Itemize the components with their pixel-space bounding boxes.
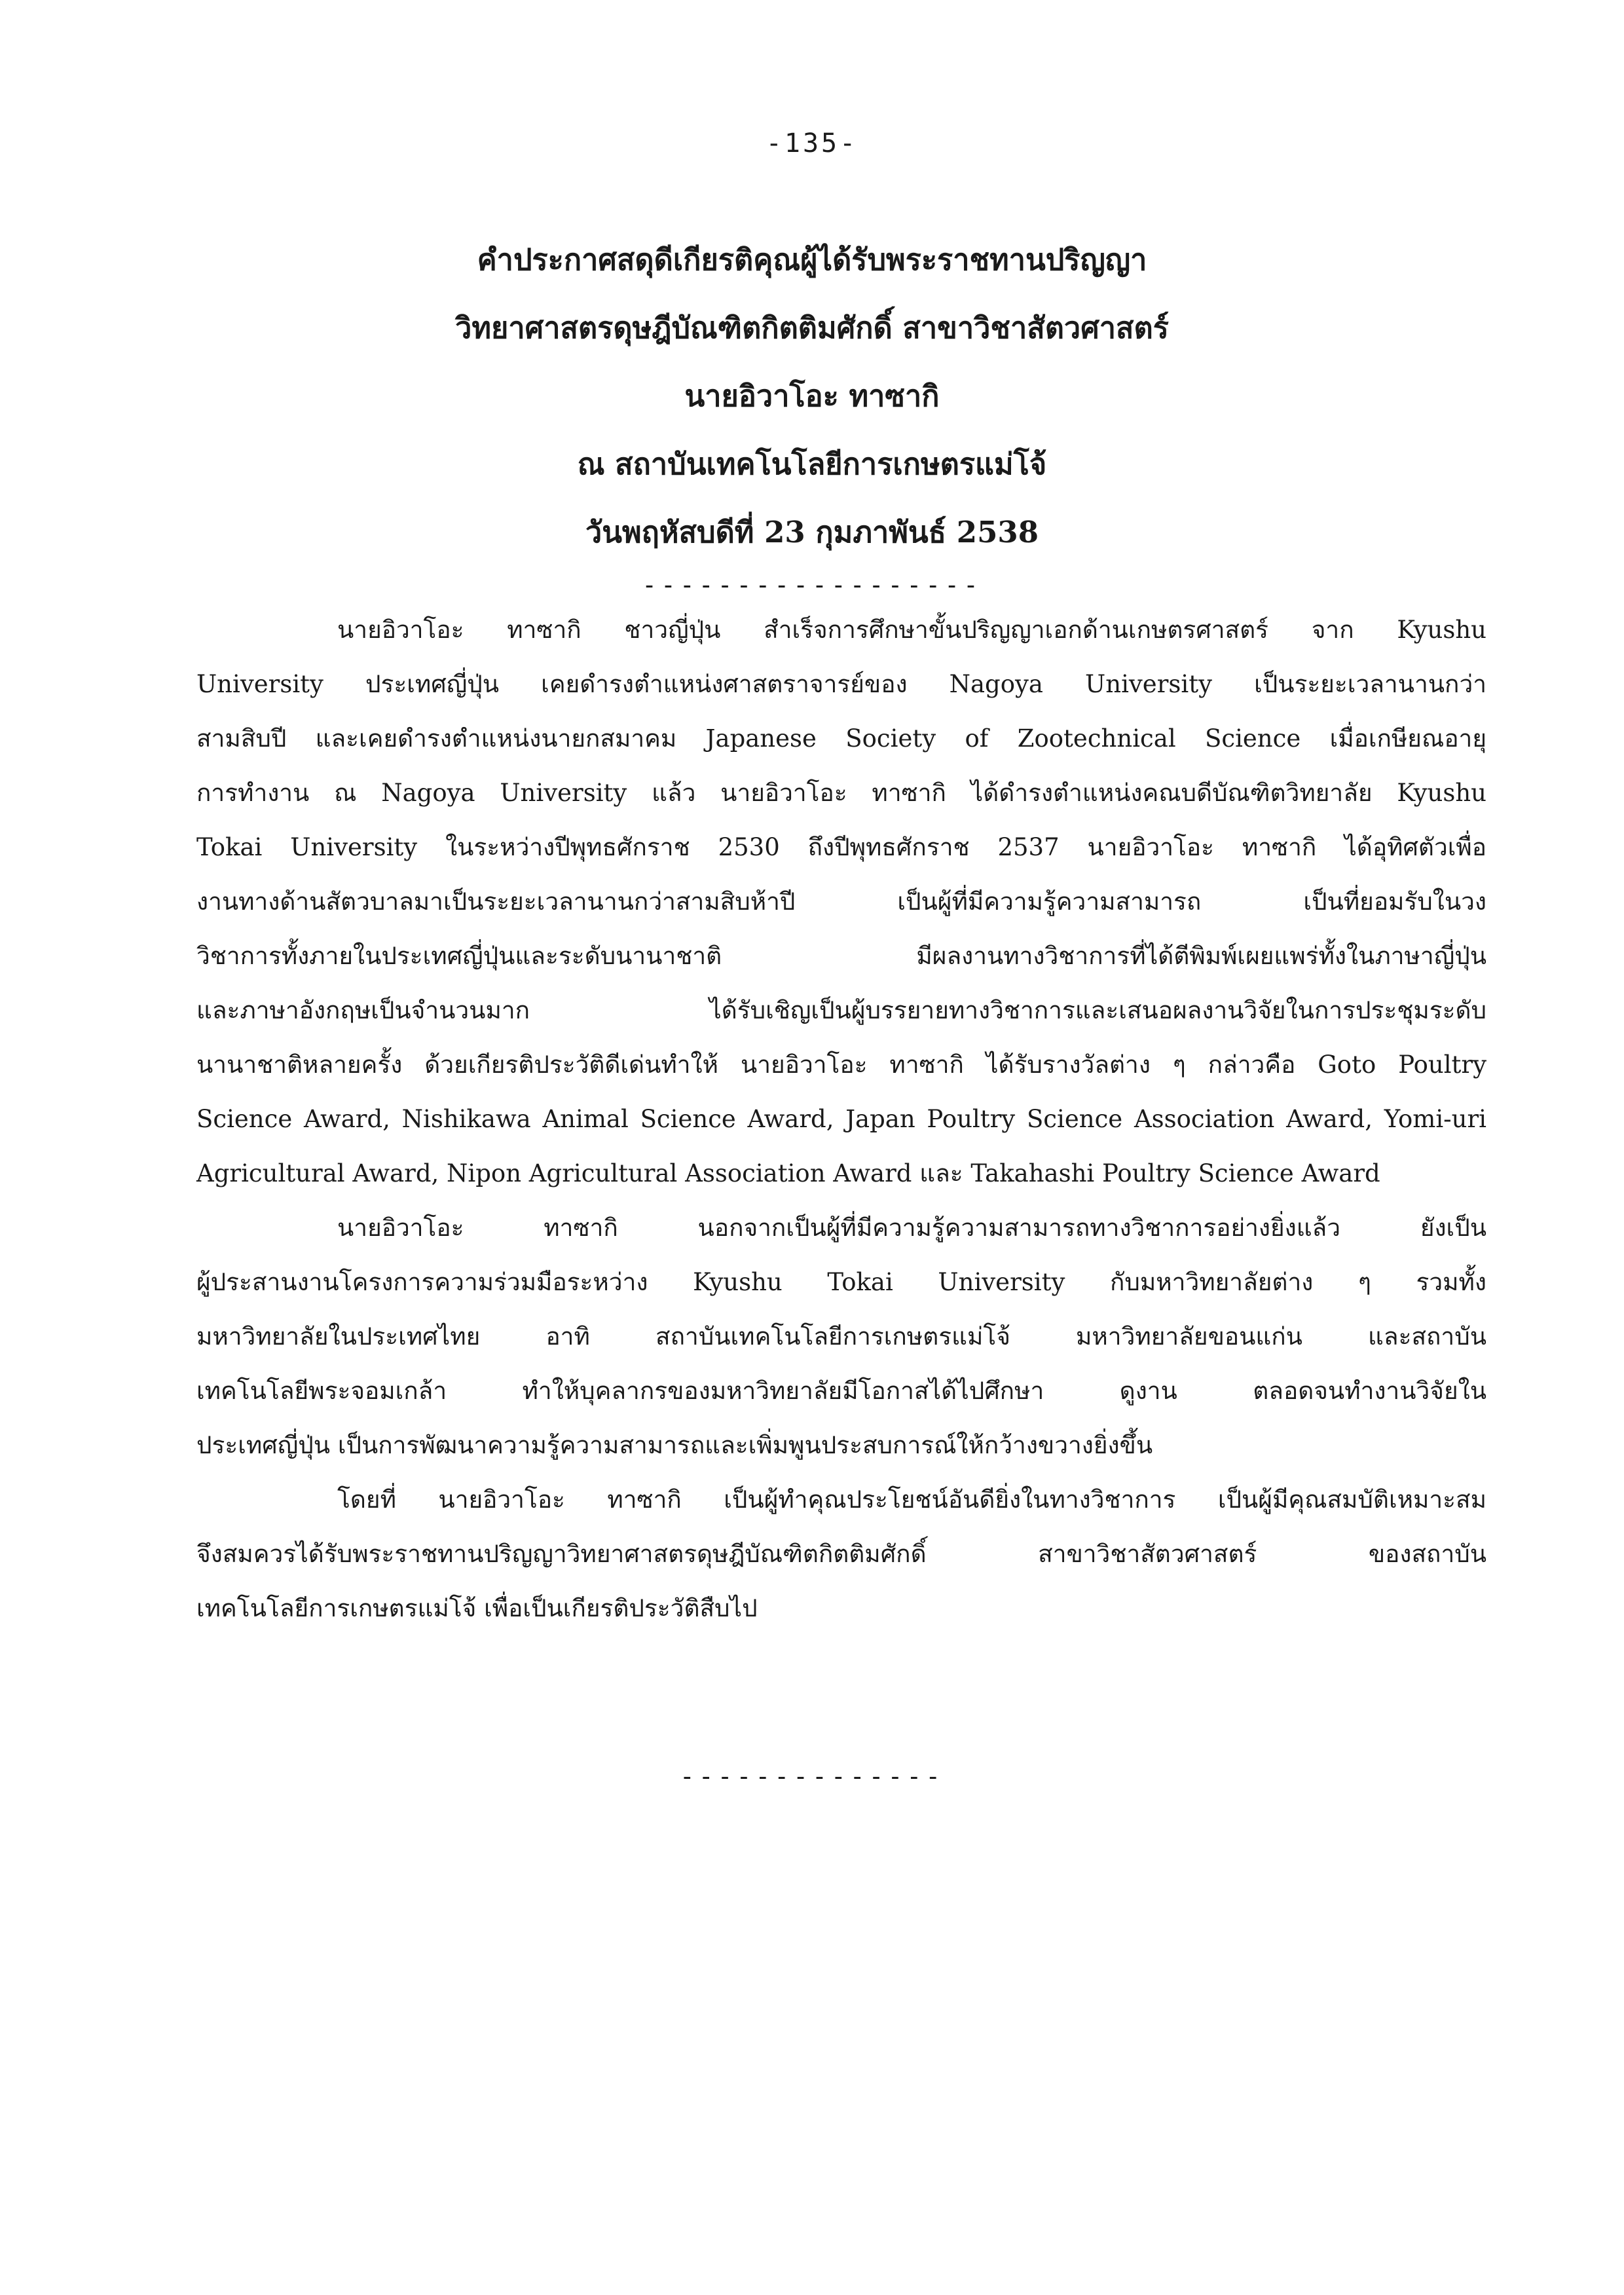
page-number: -135- <box>766 128 858 159</box>
paragraph-3-line: เทคโนโลยีการเกษตรแม่โจ้ เพื่อเป็นเกียรติประวัติสืบไป <box>196 1594 758 1622</box>
paragraph-1-line: นานาชาติหลายครั้ง ด้วยเกียรติประวัติดีเด่นทำให้ นายอิวาโอะ ทาซากิ ได้รับรางวัลต่าง ๆ กล่าวคือ Goto Poultry <box>196 1051 1486 1079</box>
paragraph-1-line: University ประเทศญี่ปุ่น เคยดำรงตำแหน่งศาสตราจารย์ของ Nagoya University เป็นระยะเวลานานกว่า <box>196 670 1486 698</box>
paragraph-1-line: การทำงาน ณ Nagoya University แล้ว นายอิวาโอะ ทาซากิ ได้ดำรงตำแหน่งคณบดีบัณฑิตวิทยาลัย Kyushu <box>196 779 1486 807</box>
paragraph-2-line: ผู้ประสานงานโครงการความร่วมมือระหว่าง Kyushu Tokai University กับมหาวิทยาลัยต่าง ๆ รวมทั้ง <box>196 1268 1486 1296</box>
title-line-name: นายอิวาโอะ ทาซากิ <box>684 379 940 413</box>
body-text <box>196 603 1486 1635</box>
paragraph-1-line: สามสิบปี และเคยดำรงตำแหน่งนายกสมาคม Japanese Society of Zootechnical Science เมื่อเกษียณอายุ <box>196 724 1486 753</box>
paragraph-3-line: โดยที่ นายอิวาโอะ ทาซากิ เป็นผู้ทำคุณประโยชน์อันดียิ่งในทางวิชาการ เป็นผู้มีคุณสมบัติเหมาะสม <box>337 1485 1486 1514</box>
title-line-date: วันพฤหัสบดีที่ 23 กุมภาพันธ์ 2538 <box>585 515 1039 550</box>
title-divider: ------------------ <box>642 570 982 599</box>
paragraph-2-line: ประเทศญี่ปุ่น เป็นการพัฒนาความรู้ความสามารถและเพิ่มพูนประสบการณ์ให้กว้างขวางยิ่งขึ้น <box>196 1431 1153 1459</box>
paragraph-1-line: Tokai University ในระหว่างปีพุทธศักราช 2530 ถึงปีพุทธศักราช 2537 นายอิวาโอะ ทาซากิ ได้อุทิศตัวเพื่อ <box>196 833 1486 861</box>
paragraph-1-line: Science Award, Nishikawa Animal Science Award, Japan Poultry Science Association Award, Yomi-uri <box>196 1105 1486 1133</box>
paragraph-1-line: งานทางด้านสัตวบาลมาเป็นระยะเวลานานกว่าสามสิบห้าปี เป็นผู้ที่มีความรู้ความสามารถ เป็นที่ยอมรับในวง <box>196 887 1486 916</box>
paragraph-1-line: นายอิวาโอะ ทาซากิ ชาวญี่ปุ่น สำเร็จการศึกษาขั้นปริญญาเอกด้านเกษตรศาสตร์ จาก Kyushu <box>337 616 1486 644</box>
title-line-institution: ณ สถาบันเทคโนโลยีการเกษตรแม่โจ้ <box>577 447 1047 481</box>
paragraph-1-line: วิชาการทั้งภายในประเทศญี่ปุ่นและระดับนานาชาติ มีผลงานทางวิชาการที่ได้ตีพิมพ์เผยแพร่ทั้งในภาษาญี่ปุ่น <box>196 942 1486 970</box>
paragraph-2-line: เทคโนโลยีพระจอมเกล้า ทำให้บุคลากรของมหาวิทยาลัยมีโอกาสได้ไปศึกษา ดูงาน ตลอดจนทำงานวิจัยใน <box>196 1377 1486 1405</box>
title-line-degree: วิทยาศาสตรดุษฎีบัณฑิตกิตติมศักดิ์ สาขาวิชาสัตวศาสตร์ <box>455 310 1169 345</box>
paragraph-3-line: จึงสมควรได้รับพระราชทานปริญญาวิทยาศาสตรดุษฎีบัณฑิตกิตติมศักดิ์ สาขาวิชาสัตวศาสตร์ ของสถาบัน <box>196 1540 1486 1568</box>
paragraph-2-line: นายอิวาโอะ ทาซากิ นอกจากเป็นผู้ที่มีความรู้ความสามารถทางวิชาการอย่างยิ่งแล้ว ยังเป็น <box>337 1214 1486 1242</box>
title-line-heading: คำประกาศสดุดีเกียรติคุณผู้ได้รับพระราชทานปริญญา <box>477 242 1147 277</box>
end-divider: -------------- <box>679 1762 945 1791</box>
title-block <box>0 226 1624 598</box>
paragraph-1-line: และภาษาอังกฤษเป็นจำนวนมาก ได้รับเชิญเป็นผู้บรรยายทางวิชาการและเสนอผลงานวิจัยในการประชุมระดับ <box>196 996 1486 1024</box>
paragraph-1-line: Agricultural Award, Nipon Agricultural Association Award และ Takahashi Poultry Science Award <box>196 1159 1380 1187</box>
paragraph-2-line: มหาวิทยาลัยในประเทศไทย อาทิ สถาบันเทคโนโลยีการเกษตรแม่โจ้ มหาวิทยาลัยขอนแก่น และสถาบัน <box>196 1322 1486 1351</box>
